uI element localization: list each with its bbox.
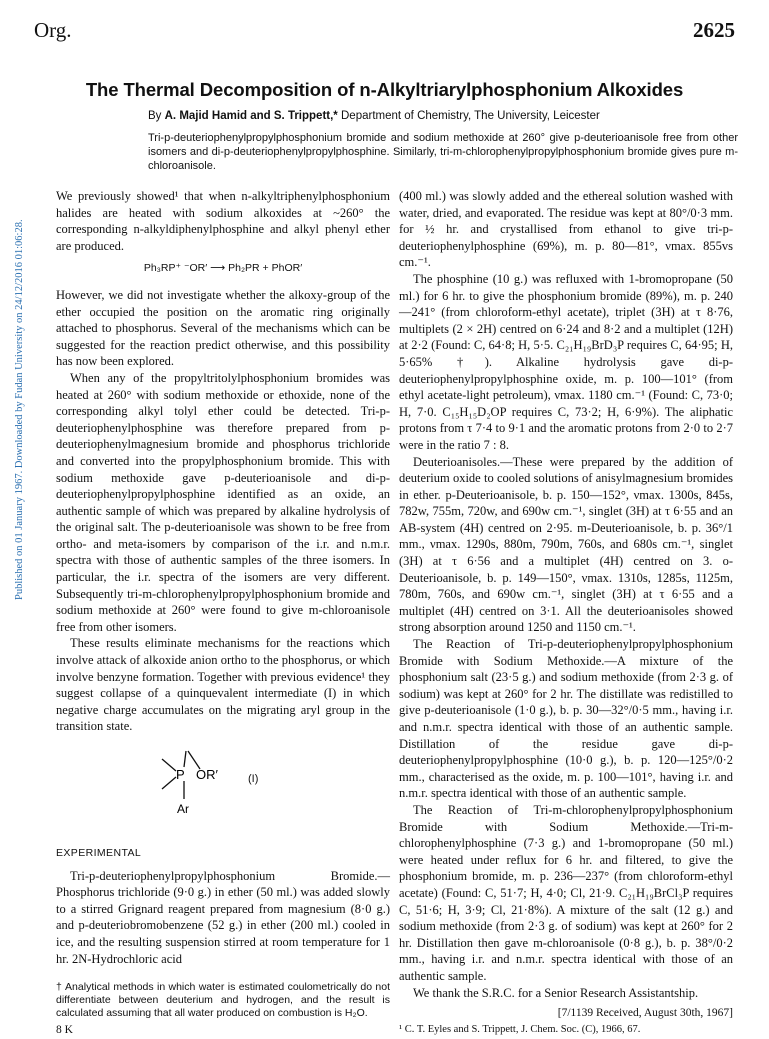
byline-by: By — [148, 110, 162, 122]
article-title: The Thermal Decomposition of n-Alkyltriarylphosphonium Alkoxides — [85, 79, 684, 100]
paragraph: However, we did not investigate whether the alkoxy-group of the ether occupied the position on the aromatic ring originally attached to phosphorus. Several of the mechanisms which can be suggested for the reaction predict otherwise, and this possibility has now been explored. — [56, 287, 390, 369]
paragraph: Deuterioanisoles.—These were prepared by the addition of deuterium oxide to cooled solutions of anisylmagnesium bromides in ether. p-Deuterioanisole, b. p. 150—152°, νmax. 1300s, 845s, 782w, 755m, 720w, and 690w cm.⁻¹, singlet (3H) at τ 6·55 and an AB-system (4H) centred on 2·95. m-Deuterioanisole, b. p. 36°/1 mm., νmax. 1290s, 880m, 790m, 760s, and 680s cm.⁻¹, singlet (3H) at τ 6·56 and a multiplet (4H) centred on 3. o-Deuterioanisole, b. p. 149—150°, νmax. 1310s, 1285s, 1125m, 780m, 760s, and 690w cm.⁻¹, singlet (3H) at τ 6·55 and a multiplet (4H) centred on 3·1. All the deuterioanisoles showed strong absorption around 1250 and 1150 cm.⁻¹. — [399, 454, 733, 635]
reference: ¹ C. T. Eyles and S. Trippett, J. Chem. Soc. (C), 1966, 67. — [399, 1023, 641, 1035]
paragraph: We previously showed¹ that when n-alkyltriphenylphosphonium halides are heated with sodium alkoxides at ~260° the corresponding n-alkyldiphenylphosphine and alkyl phenyl ether are produced. — [56, 189, 390, 253]
structure-label: (I) — [248, 773, 259, 785]
signature-mark: 8 K — [56, 1024, 73, 1037]
paragraph: The phosphine (10 g.) was refluxed with 1-bromopropane (50 ml.) for 6 hr. to give the phosphonium bromide (89%), m. p. 240—241° (from chloroform-ethyl acetate), triplet (3H) at τ 8·76, multiplets (2 × 2H) centred on 6·24 and 8·2 and a multiplet (12H) at 2·2 (Found: C, 64·8; H, 5·5. C₂₁H₁₉BrD₃P requires C, 64·95; H, 5·65% †). Alkaline hydrolysis gave di-p-deuteriophenylpropylphosphine oxide, m. p. 100—101° (from ethyl acetate-light petroleum), νmax. 1180 cm.⁻¹ (Found: C, 73·0; H, 7·0. C₁₅H₁₅D₂OP requires C, 73·2; H, 6·9%). The aliphatic protons from τ 7·4 to 9·1 and the aromatic protons from 2·0 to 2·7 were in the ratio 7 : 8. — [399, 271, 733, 452]
paragraph: (400 ml.) was slowly added and the ethereal solution washed with water, dried, and evaporated. The residue was kept at 80°/0·3 mm. for ½ hr. and crystallised from ethanol to give tri-p-deuteriophenylphosphine (69%), m. p. 80—81°, νmax. 855vs cm.⁻¹. — [399, 189, 733, 270]
byline — [148, 110, 600, 122]
spacer — [56, 967, 390, 981]
paragraph: These results eliminate mechanisms for the reactions which involve attack of alkoxide anion ortho to the phosphorus, or which involve benzyne formation. Together with previous evidence¹ they suggest collapse of a quinquevalent intermediate (I) in which negative charge accumulates on the migrating aryl group in the transition state. — [56, 636, 390, 734]
reaction-equation: Ph₃RP⁺ ⁻OR′ ⟶ Ph₂PR + PhOR′ — [143, 262, 303, 275]
journal-header: Org. — [34, 18, 72, 42]
paragraph: When any of the propyltritolylphosphonium bromides was heated at 260° with sodium methoxide or ethoxide, none of the corresponding alkyl tolyl ether could be detected. Tri-p-deuteriophenylphosphine was therefore prepared from p-deuteriophenylmagnesium bromide and phosphorus trichloride and converted into the propylphosphonium bromide. This with sodium methoxide gave p-deuterioanisole and di-p-deuteriophenylpropylphosphine identified as an oxide, an authentic sample of which was prepared by alkaline hydrolysis of the original salt. The p-deuterioanisole was shown to be free from ortho- and meta-isomers by comparison of the i.r. and n.m.r. spectra with those of authentic samples of the three isomers. In particular, the i.r. spectra of the isomers are very different. Subsequently tri-m-chlorophenylpropylphosphonium bromide and sodium methoxide at 260° were found to give m-chloroanisole free from other isomers. — [56, 370, 390, 634]
section-heading: EXPERIMENTAL — [56, 847, 142, 859]
right-column — [399, 188, 733, 1038]
side-stamp-text: Published on 01 January 1967. Downloaded by Fudan University on 24/12/2016 01:06:28. — [14, 219, 25, 600]
structure-I — [56, 745, 390, 831]
authors: A. Majid Hamid and S. Trippett,* — [164, 110, 338, 122]
abstract: Tri-p-deuteriophenylpropylphosphonium bromide and sodium methoxide at 260° give p-deuterioanisole free from other isomers and di-p-deuteriophenylpropylphosphine. Similarly, tri-m-chlorophenylpropylphosphonium bromide gives pure m-chloroanisole. — [148, 132, 738, 173]
structure-ar: Ar — [177, 802, 189, 816]
affiliation: Department of Chemistry, The University, Leicester — [341, 110, 600, 122]
structure-diagram — [152, 745, 242, 829]
paragraph: The Reaction of Tri-p-deuteriophenylpropylphosphonium Bromide with Sodium Methoxide.—A mixture of the phosphonium salt (23·5 g.) and sodium methoxide (from 2·3 g. of sodium) was kept at 260° for 2 hr. The distillate was redistilled to give p-deuterioanisole (1·0 g.), b. p. 30—32°/0·5 mm., having i.r. and n.m.r. spectra identical with those of an authentic sample. Distillation of the residue gave di-p-deuteriophenylpropylphosphine (10·0 g.), b. p. 120—125°/0·2 mm., characterised as the oxide, m. p. 100—101°, having i.r. and n.m.r. spectra identical with those of an authentic sample. — [399, 637, 733, 801]
footnote: † Analytical methods in which water is estimated coulometrically do not differentiate between deuterium and hydrogen, and the result is calculated assuming that all water produced on combustion is H₂O. — [56, 981, 390, 1020]
acknowledgement: We thank the S.R.C. for a Senior Research Assistantship. — [413, 985, 699, 1000]
paragraph: The Reaction of Tri-m-chlorophenylpropylphosphonium Bromide with Sodium Methoxide.—Tri-m-chlorophenylphosphine (7·3 g.) and 1-bromopropane (50 ml.) were heated under reflux for 6 hr. and filtered, to give the phosphonium bromide, m. p. 236—237° (from chloroform-ethyl acetate) (Found: C, 51·7; H, 4·0; Cl, 21·9. C₂₁H₁₉BrCl₃P requires C, 51·6; H, 3·9; Cl, 21·8%). A mixture of the salt (12 g.) and sodium methoxide (from 2·3 g. of sodium) was kept at 260° for 2 hr. Distillation then gave m-chloroanisole (0·8 g.), b. p. 38°/0·2 mm., having i.r. and n.m.r. spectra identical with those of an authentic sample. — [399, 802, 733, 983]
paragraph: Tri-p-deuteriophenylpropylphosphonium Bromide.—Phosphorus trichloride (9·0 g.) in ether (50 ml.) was added slowly to a stirred Grignard reagent prepared from magnesium (8·0 g.) and p-deuteriobromobenzene (52 g.) in ether (200 ml.) cooled in ice, and the resulting suspension stirred at room temperature for 1 hr. 2N-Hydrochloric acid — [56, 868, 390, 966]
structure-or: OR′ — [196, 767, 218, 782]
left-column — [56, 188, 390, 1039]
received-date: [7/1139 Received, August 30th, 1967] — [557, 1007, 733, 1020]
side-stamp — [0, 0, 25, 1008]
page-number: 2625 — [693, 18, 735, 42]
structure-p: P — [176, 767, 185, 782]
